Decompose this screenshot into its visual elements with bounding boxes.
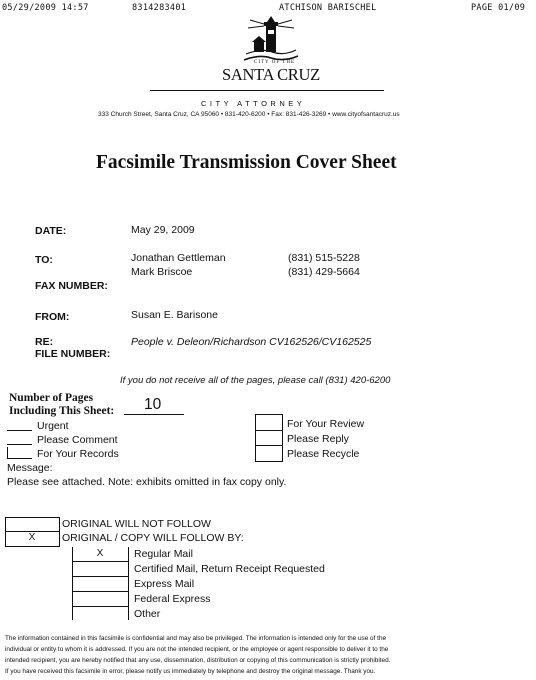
file-number-label: FILE NUMBER: [35,348,111,360]
express-mail-label: Express Mail [134,578,195,590]
disclaimer-line-2: individual or entity to whom it is addressed. If you are not the intended recipient, or the employee or agent responsible to deliver it to the [5,646,389,653]
recipient-2-fax: (831) 429-5664 [288,266,360,278]
missing-pages-notice: If you do not receive all of the pages, please call (831) 420-6200 [120,375,391,386]
original-will-not-follow-label: ORIGINAL WILL NOT FOLLOW [62,518,211,530]
fax-sender: ATCHISON BARISCHEL [279,3,377,13]
pages-label-line-1: Number of Pages [9,392,94,404]
page-title: Facsimile Transmission Cover Sheet [96,152,397,173]
letterhead-rule [150,90,384,91]
fax-number-label: FAX NUMBER: [35,280,108,292]
pages-value: 10 [144,396,162,413]
urgent-checkbox[interactable] [7,430,32,431]
disclaimer-line-4: If you have received this facsimile in error, please notify us immediately by telephone and destroy the original message. Thank you. [5,668,376,675]
date-value: May 29, 2009 [131,224,195,236]
letterhead-address: 333 Church Street, Santa Cruz, CA 95060 • 831-420-6200 • Fax: 831-426-3269 • www.cityofsantacruz.us [98,111,400,118]
recipient-2-name: Mark Briscoe [131,266,193,278]
regular-mail-checkbox[interactable]: X [96,548,104,559]
other-checkbox[interactable] [73,607,127,620]
for-your-records-label: For Your Records [37,448,119,460]
org-small-caption: CITY OF THE [254,60,295,65]
federal-express-label: Federal Express [134,593,211,605]
original-will-not-follow-checkbox[interactable] [6,518,58,531]
disclaimer-line-1: The information contained in this facsimile is confidential and may also be privileged. The information is intended only for the use of the [5,635,387,642]
fax-phone: 8314283401 [132,3,187,13]
please-recycle-label: Please Recycle [287,448,360,460]
regular-mail-label: Regular Mail [134,548,193,560]
re-value: People v. Deleon/Richardson CV162526/CV162525 [131,336,372,348]
disclaimer-line-3: intended recipient, you are hereby notified that any use, dissemination, distribution or copying of this communication is strictly prohibited. [5,657,391,664]
express-mail-checkbox[interactable] [73,577,127,591]
recipient-1-name: Jonathan Gettleman [131,252,226,264]
city-name: SANTA CRUZ [222,65,320,84]
re-label: RE: [35,336,54,348]
fax-page: PAGE 01/09 [471,3,526,13]
pages-underline [124,414,184,415]
pages-label-line-2: Including This Sheet: [9,405,115,417]
original-will-follow-label: ORIGINAL / COPY WILL FOLLOW BY: [62,532,244,544]
from-label: FROM: [35,311,70,323]
date-label: DATE: [35,225,67,237]
for-your-review-label: For Your Review [287,418,365,430]
federal-express-checkbox[interactable] [73,592,127,606]
records-checkbox-edge [7,447,8,459]
urgent-label: Urgent [37,420,69,432]
lighthouse-logo-icon [240,14,302,62]
certified-mail-label: Certified Mail, Return Receipt Requested [134,563,325,575]
please-comment-label: Please Comment [37,434,118,446]
certified-mail-checkbox[interactable] [73,562,127,576]
please-comment-checkbox[interactable] [7,444,32,445]
for-your-review-checkbox[interactable] [256,415,281,430]
for-your-records-checkbox[interactable] [7,458,32,459]
please-reply-checkbox[interactable] [256,431,281,445]
recipient-1-fax: (831) 515-5228 [288,252,360,264]
please-recycle-checkbox[interactable] [256,446,281,460]
other-label: Other [134,608,161,620]
to-label: TO: [35,254,53,266]
from-value: Susan E. Barisone [131,309,218,321]
original-will-follow-checkbox[interactable]: X [28,532,36,543]
fax-datetime: 05/29/2009 14:57 [2,3,89,13]
please-reply-label: Please Reply [287,433,349,445]
office-name: CITY ATTORNEY [201,99,306,108]
message-text: Please see attached. Note: exhibits omitted in fax copy only. [7,476,287,488]
message-label: Message: [7,462,53,474]
